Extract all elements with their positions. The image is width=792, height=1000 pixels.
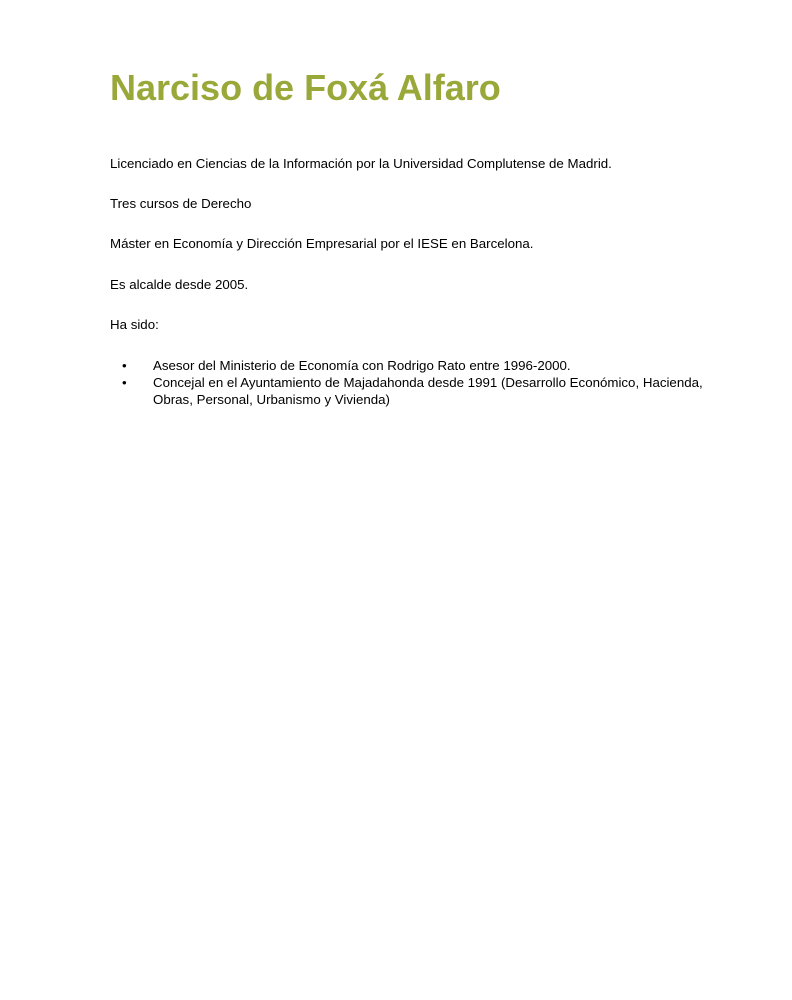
paragraph-law-courses: Tres cursos de Derecho [110,196,252,211]
paragraph-masters: Máster en Economía y Dirección Empresarial por el IESE en Barcelona. [110,236,534,251]
page-title: Narciso de Foxá Alfaro [110,67,501,108]
list-item [110,374,710,408]
positions-list [110,357,710,408]
paragraph-mayor: Es alcalde desde 2005. [110,277,249,292]
list-item [110,357,710,374]
paragraph-education: Licenciado en Ciencias de la Información por la Universidad Complutense de Madrid. [110,156,612,171]
bullet-icon: • [122,358,127,373]
list-item-text: Concejal en el Ayuntamiento de Majadahonda desde 1991 (Desarrollo Económico, Hacienda, Obras, Personal, Urbanismo y Vivienda) [153,375,703,407]
paragraph-positions-intro: Ha sido: [110,317,159,332]
list-item-text: Asesor del Ministerio de Economía con Rodrigo Rato entre 1996-2000. [153,358,571,373]
bullet-icon: • [122,375,127,390]
